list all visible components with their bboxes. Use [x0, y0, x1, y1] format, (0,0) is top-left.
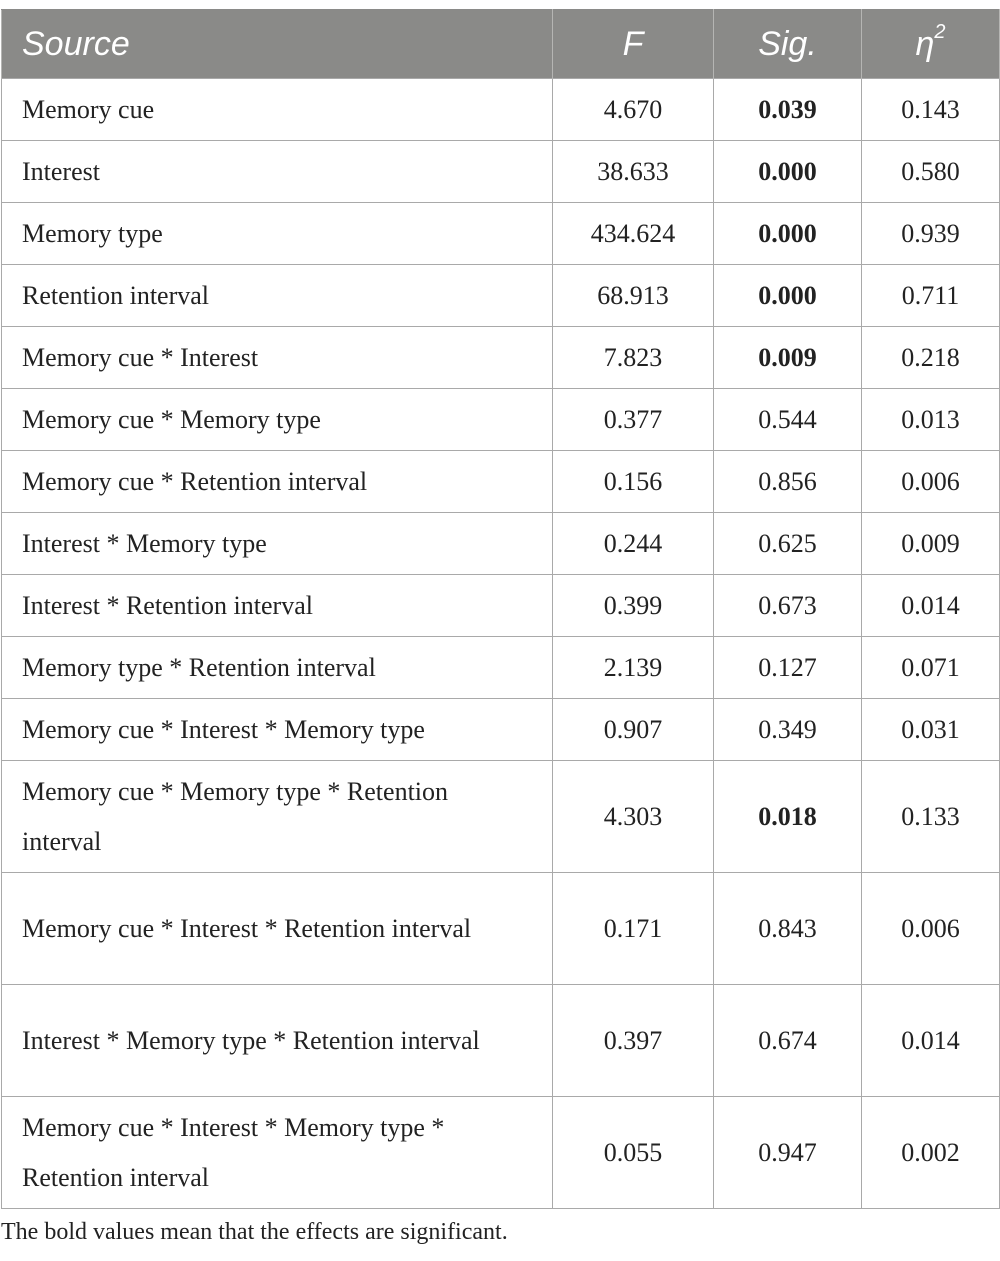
- cell-f: 38.633: [553, 141, 714, 203]
- table-row: [2, 141, 1000, 203]
- cell-sig: 0.039: [714, 79, 862, 141]
- table-row: [2, 1097, 1000, 1209]
- cell-sig: 0.018: [714, 761, 862, 873]
- cell-f: 2.139: [553, 637, 714, 699]
- cell-sig: 0.674: [714, 985, 862, 1097]
- cell-f: 4.670: [553, 79, 714, 141]
- header-f: F: [553, 10, 714, 79]
- cell-source: Interest * Memory type: [2, 513, 553, 575]
- table-row: [2, 451, 1000, 513]
- table-row: [2, 79, 1000, 141]
- cell-f: 0.907: [553, 699, 714, 761]
- cell-sig: 0.544: [714, 389, 862, 451]
- cell-eta: 0.014: [862, 985, 1000, 1097]
- cell-sig: 0.000: [714, 265, 862, 327]
- eta-symbol: η: [915, 24, 935, 63]
- cell-f: 0.377: [553, 389, 714, 451]
- cell-eta: 0.006: [862, 873, 1000, 985]
- cell-f: 0.055: [553, 1097, 714, 1209]
- cell-eta: 0.711: [862, 265, 1000, 327]
- cell-source: Interest * Retention interval: [2, 575, 553, 637]
- cell-source: Memory cue * Interest: [2, 327, 553, 389]
- cell-sig: 0.843: [714, 873, 862, 985]
- table-row: [2, 203, 1000, 265]
- cell-sig: 0.009: [714, 327, 862, 389]
- cell-sig: 0.127: [714, 637, 862, 699]
- cell-f: 0.171: [553, 873, 714, 985]
- table-row: [2, 985, 1000, 1097]
- cell-f: 0.399: [553, 575, 714, 637]
- cell-source: Memory cue * Interest * Memory type: [2, 699, 553, 761]
- table-row: [2, 873, 1000, 985]
- cell-source: Interest * Memory type * Retention interval: [2, 985, 553, 1097]
- cell-source: Interest: [2, 141, 553, 203]
- cell-sig: 0.947: [714, 1097, 862, 1209]
- cell-sig: 0.349: [714, 699, 862, 761]
- cell-f: 0.156: [553, 451, 714, 513]
- cell-source: Memory cue * Memory type * Retention interval: [2, 761, 553, 873]
- table-body: [2, 79, 1000, 1209]
- cell-f: 0.244: [553, 513, 714, 575]
- cell-source: Memory cue * Retention interval: [2, 451, 553, 513]
- cell-eta: 0.031: [862, 699, 1000, 761]
- table-row: [2, 637, 1000, 699]
- cell-f: 68.913: [553, 265, 714, 327]
- cell-eta: 0.013: [862, 389, 1000, 451]
- cell-source: Retention interval: [2, 265, 553, 327]
- cell-source: Memory type * Retention interval: [2, 637, 553, 699]
- table-row: [2, 265, 1000, 327]
- cell-eta: 0.143: [862, 79, 1000, 141]
- header-sig: Sig.: [714, 10, 862, 79]
- cell-sig: 0.000: [714, 203, 862, 265]
- header-eta-squared: [862, 10, 1000, 79]
- cell-f: 7.823: [553, 327, 714, 389]
- cell-source: Memory cue * Interest * Retention interval: [2, 873, 553, 985]
- header-source: Source: [2, 10, 553, 79]
- cell-sig: 0.856: [714, 451, 862, 513]
- cell-eta: 0.133: [862, 761, 1000, 873]
- cell-eta: 0.006: [862, 451, 1000, 513]
- cell-eta: 0.071: [862, 637, 1000, 699]
- table-row: [2, 389, 1000, 451]
- table-row: [2, 513, 1000, 575]
- cell-sig: 0.000: [714, 141, 862, 203]
- cell-eta: 0.009: [862, 513, 1000, 575]
- cell-eta: 0.939: [862, 203, 1000, 265]
- cell-sig: 0.673: [714, 575, 862, 637]
- eta-superscript: 2: [934, 21, 946, 44]
- cell-source: Memory type: [2, 203, 553, 265]
- table-row: [2, 327, 1000, 389]
- cell-source: Memory cue: [2, 79, 553, 141]
- cell-eta: 0.580: [862, 141, 1000, 203]
- cell-f: 4.303: [553, 761, 714, 873]
- table-header: [2, 10, 1000, 79]
- table-footnote: The bold values mean that the effects are significant.: [1, 1219, 508, 1245]
- cell-f: 0.397: [553, 985, 714, 1097]
- table-row: [2, 699, 1000, 761]
- cell-f: 434.624: [553, 203, 714, 265]
- cell-eta: 0.002: [862, 1097, 1000, 1209]
- cell-eta: 0.218: [862, 327, 1000, 389]
- cell-sig: 0.625: [714, 513, 862, 575]
- anova-results-table: [1, 9, 1000, 1209]
- cell-source: Memory cue * Interest * Memory type * Retention interval: [2, 1097, 553, 1209]
- table-row: [2, 575, 1000, 637]
- table-row: [2, 761, 1000, 873]
- cell-eta: 0.014: [862, 575, 1000, 637]
- cell-source: Memory cue * Memory type: [2, 389, 553, 451]
